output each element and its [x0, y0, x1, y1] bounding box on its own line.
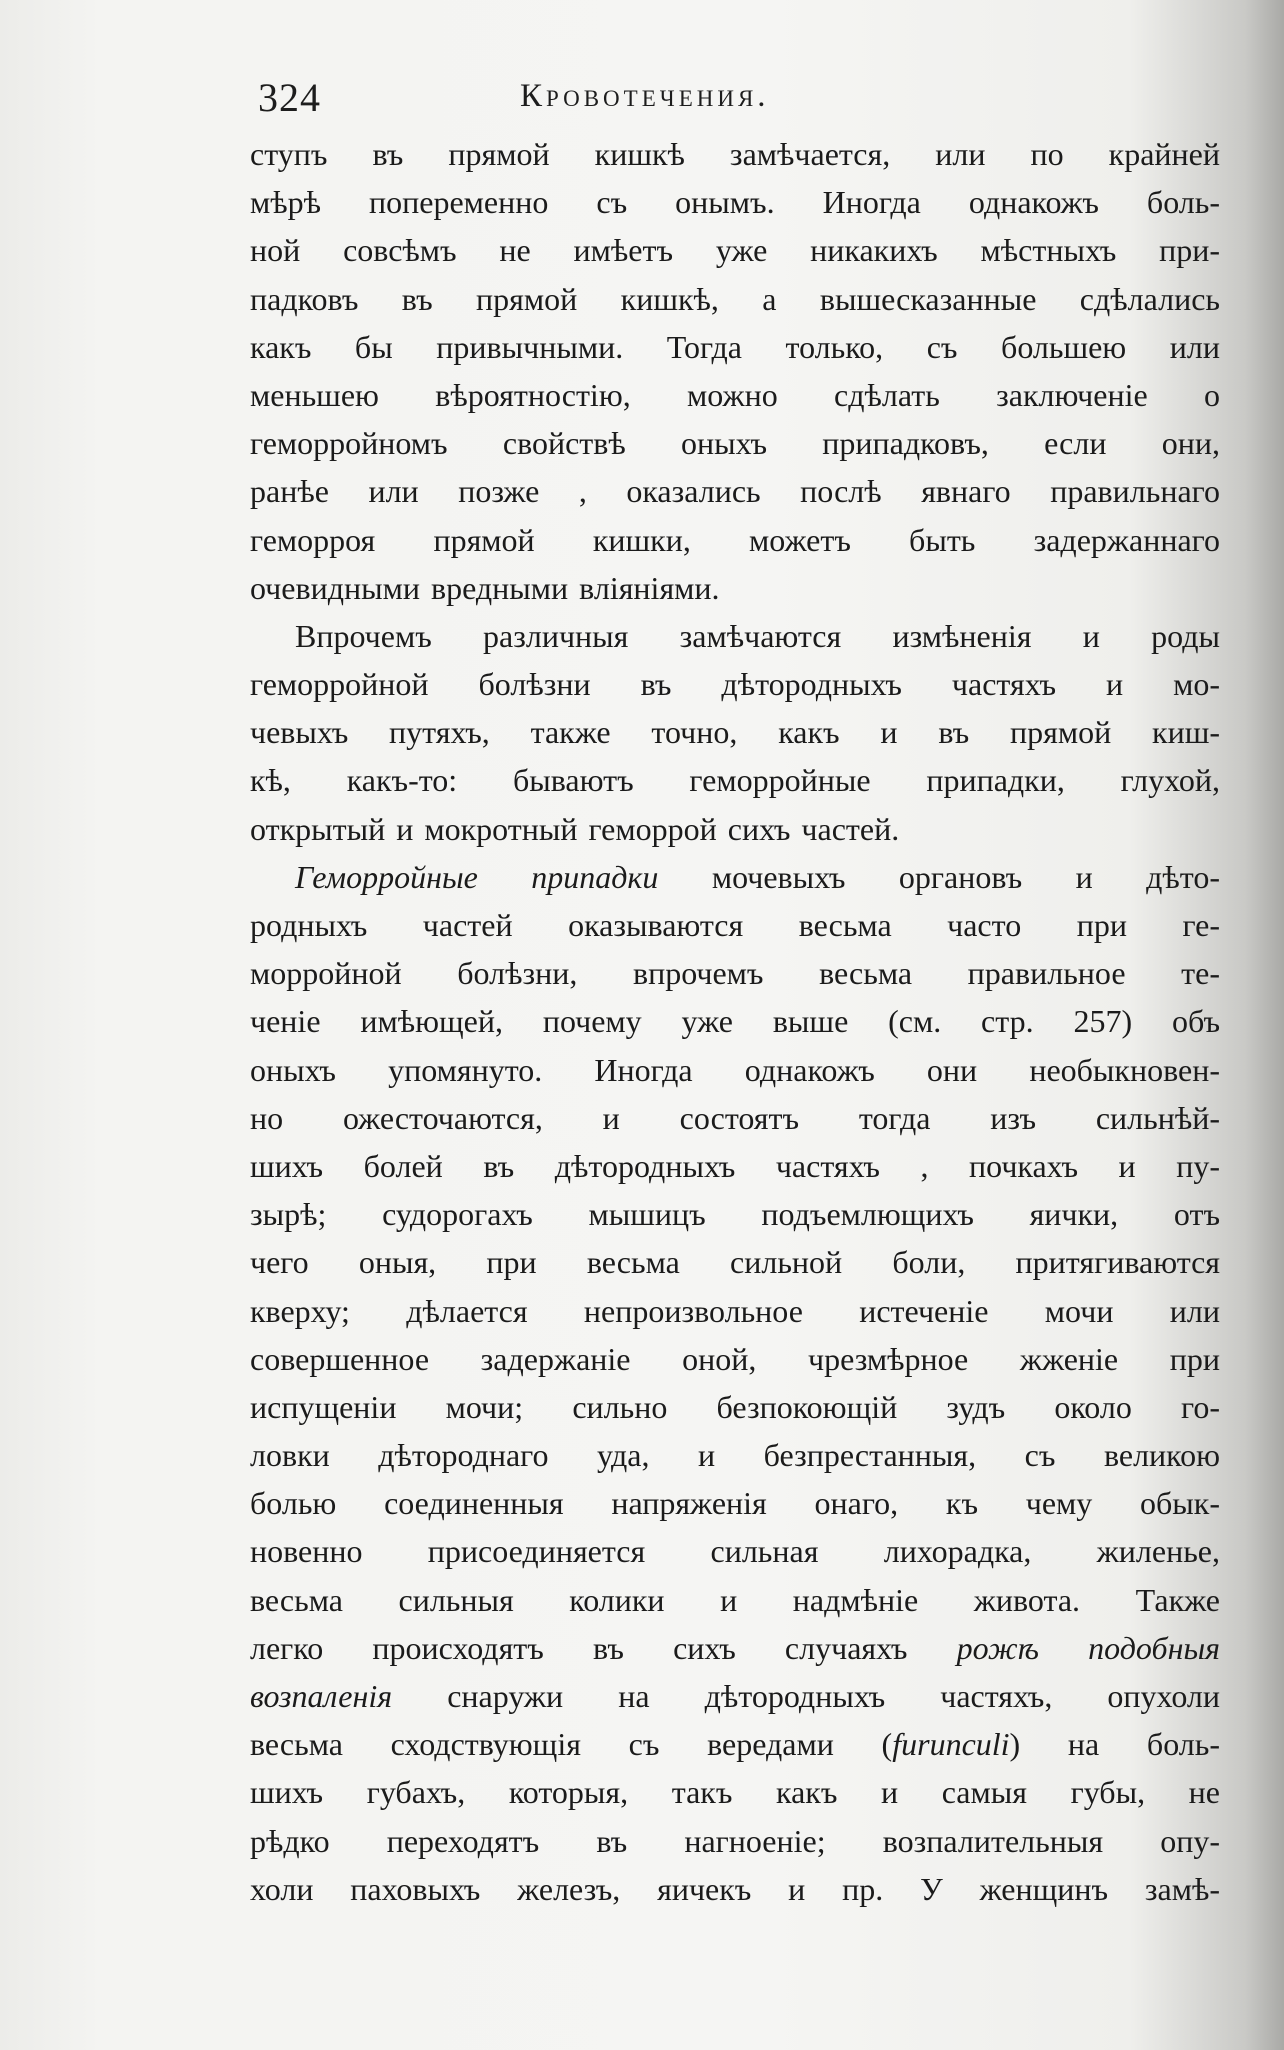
italic-term: furunculi: [892, 1726, 1010, 1763]
text-line: весьма сходствующiя съ вередами (furunculi) на боль-: [250, 1726, 1221, 1763]
body-text: [250, 130, 1220, 1913]
text-line: шихъ губахъ, которыя, такъ какъ и самыя губы, не: [250, 1774, 1220, 1811]
text-line: холи паховыхъ железъ, яичекъ и пр. У женщинъ замѣ-: [250, 1870, 1220, 1907]
text-line: шихъ болей въ дѣтородныхъ частяхъ , почкахъ и пу-: [250, 1147, 1220, 1184]
text-line: ступъ въ прямой кишкѣ замѣчается, или по крайней: [250, 136, 1220, 172]
text-line: Геморройные припадки мочевыхъ органовъ и дѣто-: [295, 858, 1221, 895]
text-line: испущенiи мочи; сильно безпокоющiй зудъ около го-: [250, 1388, 1220, 1425]
text-line: геморройномъ свойствѣ оныхъ припадковъ, если они,: [250, 425, 1220, 462]
text-line: падковъ въ прямой кишкѣ, а вышесказанные сдѣлались: [250, 280, 1220, 317]
text-line: но ожесточаются, и состоятъ тогда изъ сильнѣй-: [250, 1099, 1220, 1136]
text-line: очевидными вредными влiянiями.: [250, 569, 720, 606]
text-line: чего оныя, при весьма сильной боли, притягиваются: [250, 1244, 1220, 1281]
text-line: легко происходятъ въ сихъ случаяхъ рожѣ подобныя: [250, 1629, 1221, 1666]
text-line: морройной болѣзни, впрочемъ весьма правильное те-: [250, 955, 1220, 992]
text-line: чевыхъ путяхъ, также точно, какъ и въ прямой киш-: [250, 714, 1220, 751]
text-line: ной совсѣмъ не имѣетъ уже никакихъ мѣстныхъ при-: [250, 232, 1220, 269]
page-number: 324: [258, 75, 321, 120]
text-line: кѣ, какъ-то: бываютъ геморройные припадки, глухой,: [250, 762, 1220, 799]
paragraph-1: [250, 130, 1220, 612]
text-line: оныхъ упомянуто. Иногда однакожъ они необыкновен-: [250, 1051, 1220, 1088]
text-line: ранѣе или позже , оказались послѣ явнаго правильнаго: [250, 473, 1220, 510]
text-line: мѣрѣ попеременно съ онымъ. Иногда однакожъ боль-: [250, 184, 1220, 221]
text-line: рѣдко переходятъ въ нагноенiе; возпалительныя опу-: [250, 1822, 1220, 1859]
text-line: ченiе имѣющей, почему уже выше (см. стр. 257) объ: [250, 1003, 1220, 1040]
text-line: кверху; дѣлается непроизвольное истеченiе мочи или: [250, 1292, 1220, 1329]
text-line: меньшею вѣроятностiю, можно сдѣлать заключенiе о: [250, 376, 1220, 413]
text-line: ловки дѣтороднаго уда, и безпрестанныя, съ великою: [250, 1437, 1220, 1474]
text-line: совершенное задержанiе оной, чрезмѣрное жженiе при: [250, 1340, 1220, 1377]
text-line: возпаленiя снаружи на дѣтородныхъ частяхъ, опухоли: [250, 1678, 1220, 1714]
italic-term: Геморройные припадки: [295, 858, 659, 895]
text-line: открытый и мокротный геморрой сихъ частей.: [250, 810, 900, 847]
page-header: [258, 74, 1058, 120]
text-line: Впрочемъ различныя замѣчаются измѣненiя и роды: [295, 617, 1220, 654]
paragraph-3: [250, 853, 1220, 1913]
italic-term: возпаленiя: [250, 1678, 393, 1714]
text-line: какъ бы привычными. Тогда только, съ большею или: [250, 328, 1220, 365]
text-line: зырѣ; судорогахъ мышицъ подъемлющихъ яички, отъ: [250, 1196, 1220, 1233]
text-line: геморроя прямой кишки, можетъ быть задержаннаго: [250, 521, 1220, 558]
running-title: Кровотечения.: [520, 78, 770, 114]
text-line: новенно присоединяется сильная лихорадка, жиленье,: [250, 1533, 1220, 1570]
text-line: геморройной болѣзни въ дѣтородныхъ частяхъ и мо-: [250, 666, 1220, 703]
text-line: весьма сильныя колики и надмѣнiе живота. Также: [250, 1581, 1220, 1618]
text-line: болью соединенныя напряженiя онаго, къ чему обык-: [250, 1485, 1220, 1522]
text-line: родныхъ частей оказываются весьма часто при ге-: [250, 907, 1220, 943]
italic-term: рожѣ подобныя: [956, 1629, 1221, 1666]
paragraph-2: [250, 612, 1220, 853]
